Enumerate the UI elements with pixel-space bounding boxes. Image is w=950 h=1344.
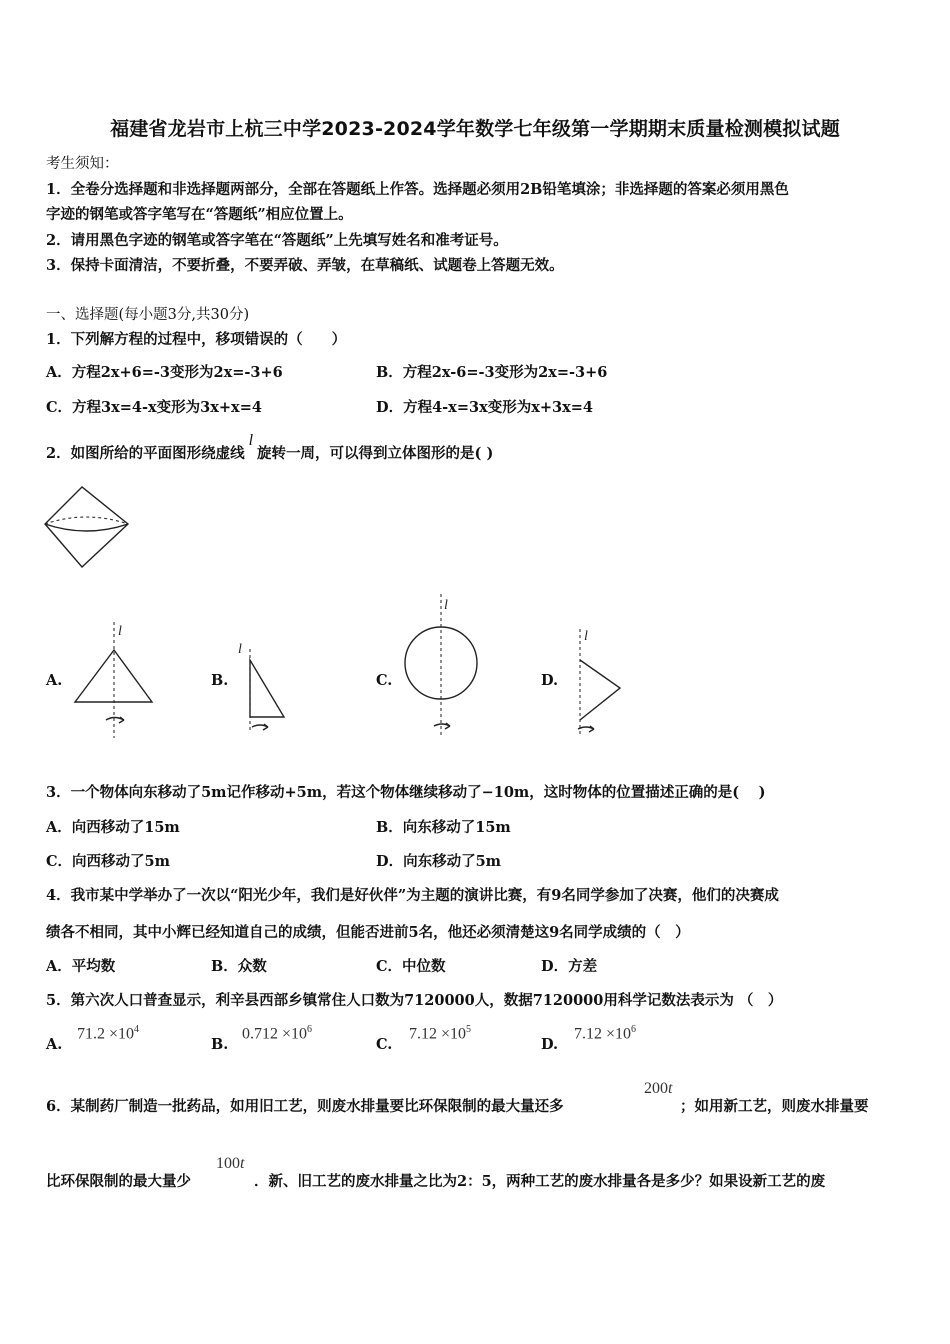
notice-heading: 考生须知： <box>46 156 119 172</box>
q4-option-a: A．平均数 <box>46 958 116 975</box>
q4-option-b: B．众数 <box>211 958 267 975</box>
axis-label: l <box>584 629 588 644</box>
q2-stem-a: 2．如图所给的平面图形绕虚线 <box>46 445 245 462</box>
notice-item-2: 2．请用黑色字迹的钢笔或答字笔在“答题纸”上先填写姓名和准考证号。 <box>46 232 508 249</box>
rotation-arrow <box>252 724 268 730</box>
q6-value-old-number: 200 <box>644 1080 668 1097</box>
q3-option-b: B．向东移动了15m <box>376 819 511 836</box>
q5-option-a-base: 71.2 ×10 <box>77 1025 135 1043</box>
q2-option-c-figure <box>398 592 488 742</box>
double-cone-hidden-edge <box>45 517 128 524</box>
q1-option-d: D．方程4-x=3x变形为x+3x=4 <box>376 399 593 416</box>
rotation-arrow <box>106 717 124 723</box>
page-title: 福建省龙岩市上杭三中学2023-2024学年数学七年级第一学期期末质量检测模拟试题 <box>110 118 840 140</box>
axis-label: l <box>238 642 242 657</box>
q4-option-c: C．中位数 <box>376 958 446 975</box>
notice-item-3: 3．保持卡面清洁，不要折叠，不要弄破、弄皱，在草稿纸、试题卷上答题无效。 <box>46 257 564 274</box>
q5-option-b-base: 0.712 ×10 <box>242 1025 308 1043</box>
q1-option-a: A．方程2x+6=-3变形为2x=-3+6 <box>46 364 283 381</box>
q1-option-b: B．方程2x-6=-3变形为2x=-3+6 <box>376 364 608 381</box>
q5-option-b-value <box>242 1024 312 1043</box>
rotation-arrow <box>434 723 450 729</box>
q4-stem-line-1: 4．我市某中学举办了一次以“阳光少年，我们是好伙伴”为主题的演讲比赛，有9名同学参加了决赛，他们的决赛成 <box>46 887 779 904</box>
q6-value-old-unit: t <box>668 1080 673 1097</box>
q5-option-c-base: 7.12 ×10 <box>409 1025 467 1043</box>
section-heading: 一、选择题(每小题3分,共30分) <box>46 307 250 323</box>
q5-option-d-base: 7.12 ×10 <box>574 1025 632 1043</box>
notice-item-1-line-2: 字迹的钢笔或答字笔写在“答题纸”相应位置上。 <box>46 206 353 223</box>
q5-option-d-exponent: 6 <box>631 1024 637 1035</box>
q6-value-new <box>216 1155 244 1173</box>
q1-option-c: C．方程3x=4-x变形为3x+x=4 <box>46 399 262 416</box>
q2-option-a-figure <box>70 620 160 745</box>
q2-stem <box>46 432 494 463</box>
q3-option-d: D．向东移动了5m <box>376 853 502 870</box>
q1-stem: 1．下列解方程的过程中，移项错误的（ ） <box>46 331 347 348</box>
q2-stem-b: 旋转一周，可以得到立体图形的是( ) <box>257 445 494 462</box>
q5-option-d-label: D. <box>541 1036 559 1053</box>
q5-option-a-label: A. <box>46 1036 63 1053</box>
q6-line-2-a: 比环保限制的最大量少 <box>46 1173 191 1190</box>
right-triangle-shape <box>250 660 284 717</box>
q5-option-a-value <box>77 1024 139 1043</box>
q3-option-c: C．向西移动了5m <box>46 853 170 870</box>
q2-option-d-label: D. <box>541 672 559 689</box>
q6-value-new-number: 100 <box>216 1155 240 1172</box>
q4-option-d: D．方差 <box>541 958 598 975</box>
q4-stem-line-2: 绩各不相同，其中小辉已经知道自己的成绩，但能否进前5名，他还必须清楚这9名同学成绩的（ ） <box>46 924 690 941</box>
q2-option-d-figure <box>565 625 635 740</box>
q6-line-1-a: 6．某制药厂制造一批药品，如用旧工艺，则废水排量要比环保限制的最大量还多 <box>46 1098 564 1115</box>
q5-option-b-exponent: 6 <box>307 1024 313 1035</box>
q5-option-c-value <box>409 1024 471 1043</box>
notice-item-1-line-1: 1．全卷分选择题和非选择题两部分，全部在答题纸上作答。选择题必须用2B铅笔填涂；非选择题的答案必须用黑色 <box>46 181 789 198</box>
q6-value-new-unit: t <box>240 1155 245 1172</box>
double-cone-figure <box>40 482 140 572</box>
triangle-shape <box>580 660 620 720</box>
q5-option-a-exponent: 4 <box>134 1024 140 1035</box>
q2-option-b-label: B. <box>211 672 229 689</box>
q6-value-old <box>644 1080 672 1098</box>
axis-label: l <box>444 598 448 613</box>
q5-stem: 5．第六次人口普查显示，利辛县西部乡镇常住人口数为7120000人，数据7120000用科学记数法表示为 （ ） <box>46 992 783 1009</box>
q5-option-d-value <box>574 1024 636 1043</box>
q3-option-a: A．向西移动了15m <box>46 819 180 836</box>
q2-option-a-label: A. <box>46 672 63 689</box>
q2-option-c-label: C. <box>376 672 393 689</box>
q5-option-c-exponent: 5 <box>466 1024 472 1035</box>
q6-line-1-b: ；如用新工艺，则废水排量要 <box>680 1098 869 1115</box>
axis-label: l <box>118 624 122 639</box>
q2-option-b-figure <box>232 635 302 745</box>
q5-option-c-label: C. <box>376 1036 393 1053</box>
q2-axis-variable: l <box>248 432 254 449</box>
double-cone-front-edge <box>45 524 128 531</box>
q5-option-b-label: B. <box>211 1036 229 1053</box>
q3-stem: 3．一个物体向东移动了5m记作移动+5m，若这个物体继续移动了−10m，这时物体的位置描述正确的是( ) <box>46 784 766 801</box>
q6-line-2-b: ．新、旧工艺的废水排量之比为2：5，两种工艺的废水排量各是多少？如果设新工艺的废 <box>254 1173 826 1190</box>
